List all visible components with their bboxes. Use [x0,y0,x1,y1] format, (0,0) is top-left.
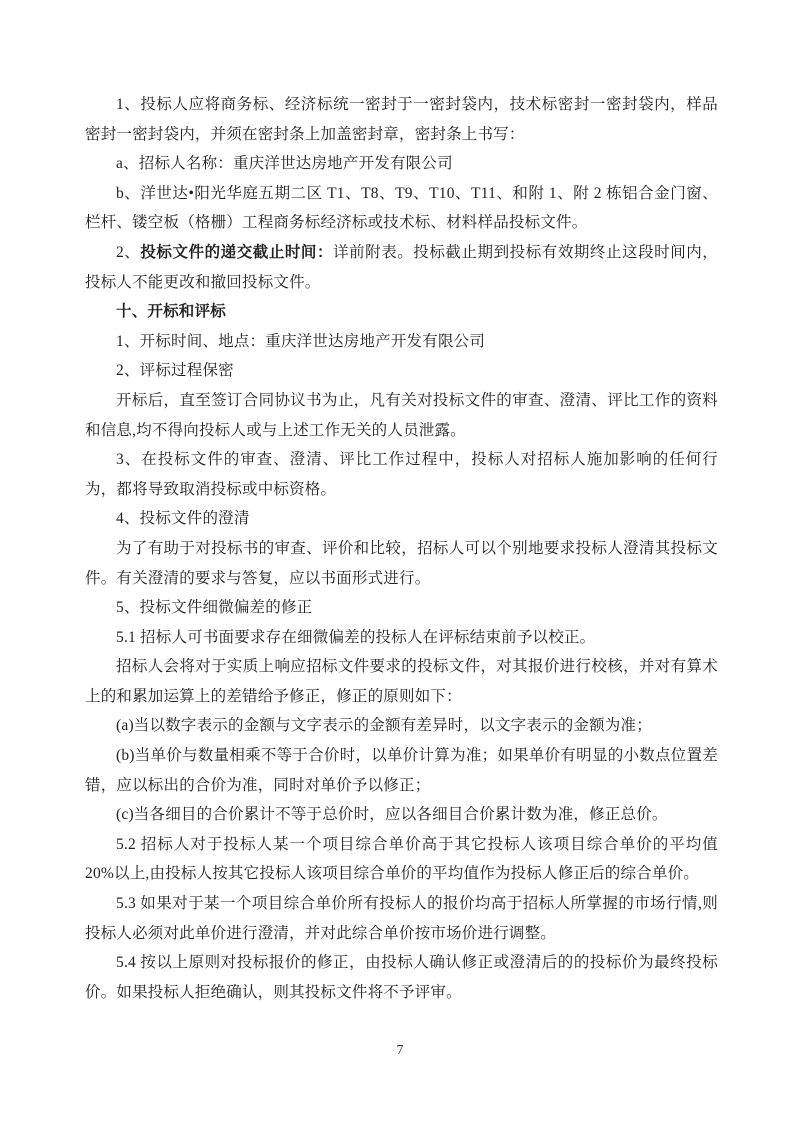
text-run: b、洋世达•阳光华庭五期二区 T1、T8、T9、T10、T11、和附 1、附 2 栋铝合金门窗、栏杆、镂空板（格栅）工程商务标经济标或技术标、材料样品投标文件。 [85,184,718,232]
text-run: 5.3 如果对于某一个项目综合单价所有投标人的报价均高于招标人所掌握的市场行情,则投标人必须对此单价进行澄清，并对此综合单价按市场价进行调整。 [85,895,718,942]
paragraph [85,238,718,297]
paragraph [85,386,718,445]
text-run: 2、 [116,243,141,261]
paragraph [85,593,718,623]
text-run: (a)当以数字表示的金额与文字表示的金额有差异时，以文字表示的金额为准； [116,717,652,735]
text-run: a、招标人名称：重庆洋世达房地产开发有限公司 [116,155,453,173]
text-run: 5、投标文件细微偏差的修正 [116,599,313,617]
text-run: 为了有助于对投标书的审查、评价和比较，招标人可以个别地要求投标人澄清其投标文件。有关澄清的要求与答复，应以书面形式进行。 [85,539,718,587]
paragraph [85,711,718,741]
paragraph [85,297,718,327]
paragraph [85,504,718,534]
bold-text-run: 十、开标和评标 [116,303,226,321]
paragraph [85,445,718,504]
text-run: (c)当各细目的合价累计不等于总价时，应以各细目合价累计数为准，修正总价。 [116,806,668,824]
paragraph [85,179,718,238]
paragraph [85,90,718,149]
paragraph [85,830,718,889]
text-run: 1、投标人应将商务标、经济标统一密封于一密封袋内，技术标密封一密封袋内，样品密封一密封袋内，并须在密封条上加盖密封章，密封条上书写： [85,96,718,143]
paragraph [85,534,718,593]
paragraph [85,741,718,800]
paragraph [85,948,718,1007]
document-body [85,90,718,1007]
text-run: 开标后，直至签订合同协议书为止，凡有关对投标文件的审查、澄清、评比工作的资料和信息,均不得向投标人或与上述工作无关的人员泄露。 [85,391,718,439]
text-run: 5.2 招标人对于投标人某一个项目综合单价高于其它投标人该项目综合单价的平均值 20%以上,由投标人按其它投标人该项目综合单价的平均值作为投标人修正后的综合单价。 [85,835,718,883]
text-run: 4、投标文件的澄清 [116,510,250,528]
bold-text-run: 投标文件的递交截止时间： [140,243,334,261]
text-run: 详前附表。投标截止期到投标有效期终止这段时间内，投标人不能更改和撤回投标文件。 [85,243,719,291]
text-run: (b)当单价与数量相乘不等于合价时，以单价计算为准；如果单价有明显的小数点位置差错，应以标出的合价为准，同时对单价予以修正； [85,747,718,794]
paragraph [85,889,718,948]
text-run: 5.4 按以上原则对投标报价的修正，由投标人确认修正或澄清后的的投标价为最终投标价。如果投标人拒绝确认，则其投标文件将不予评审。 [85,954,718,1001]
paragraph [85,356,718,386]
paragraph [85,623,718,653]
text-run: 2、评标过程保密 [116,362,234,380]
paragraph [85,800,718,830]
paragraph [85,327,718,357]
text-run: 1、开标时间、地点：重庆洋世达房地产开发有限公司 [116,332,486,350]
text-run: 5.1 招标人可书面要求存在细微偏差的投标人在评标结束前予以校正。 [116,628,596,646]
text-run: 3、在投标文件的审查、澄清、评比工作过程中，投标人对招标人施加影响的任何行为，都将导致取消投标或中标资格。 [85,451,718,498]
text-run: 招标人会将对于实质上响应招标文件要求的投标文件，对其报价进行校核，并对有算术上的和累加运算上的差错给予修正，修正的原则如下： [85,658,718,705]
page-number: 7 [396,1043,404,1058]
paragraph [85,149,718,179]
paragraph [85,652,718,711]
